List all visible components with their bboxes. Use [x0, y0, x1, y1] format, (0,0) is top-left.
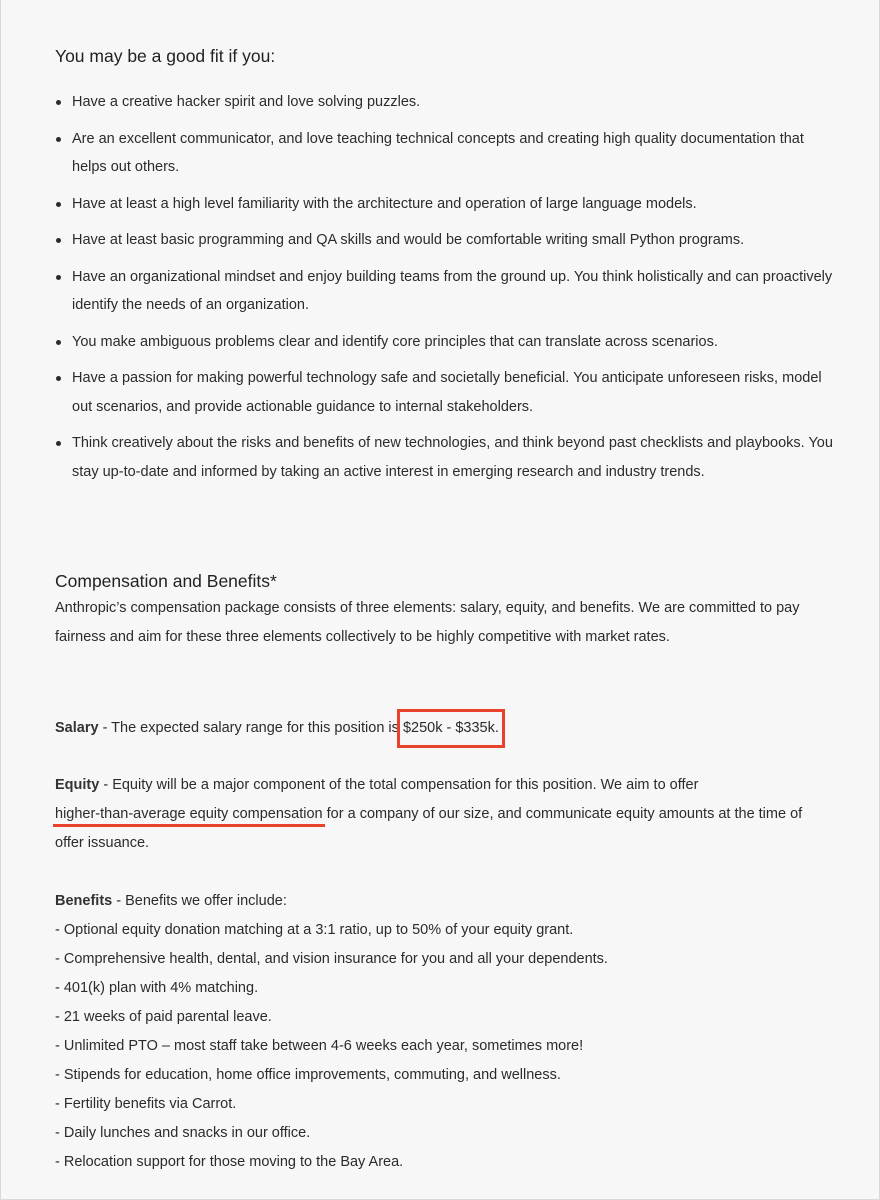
salary-range: $250k - $335k. — [402, 720, 499, 736]
list-item: - 401(k) plan with 4% matching. — [55, 980, 259, 996]
list-item: Have a passion for making powerful technology safe and societally beneficial. You anticipate unforeseen risks, model out scenarios, and provide actionable guidance to internal stakeholders. — [55, 364, 835, 421]
equity-highlight-underline: higher-than-average equity compensation — [55, 800, 323, 829]
compensation-section — [55, 568, 845, 652]
compensation-intro: Anthropic’s compensation package consists of three elements: salary, equity, and benefits. We are committed to pay fairness and aim for these three elements collectively to be highly competitive with market rates. — [55, 600, 800, 645]
salary-paragraph — [55, 714, 499, 743]
list-item: - Unlimited PTO – most staff take between 4-6 weeks each year, sometimes more! — [55, 1038, 584, 1054]
list-item: Have an organizational mindset and enjoy building teams from the ground up. You think holistically and can proactively identify the needs of an organization. — [55, 263, 835, 320]
equity-text-before: - Equity will be a major component of the total compensation for this position. We aim to offer — [99, 777, 699, 793]
list-item: - Relocation support for those moving to the Bay Area. — [55, 1154, 404, 1170]
benefits-label: Benefits — [55, 893, 113, 909]
list-item: - Comprehensive health, dental, and vision insurance for you and all your dependents. — [55, 951, 608, 967]
list-item: Have at least basic programming and QA skills and would be comfortable writing small Python programs. — [55, 226, 835, 255]
list-item: Think creatively about the risks and benefits of new technologies, and think beyond past checklists and playbooks. You stay up-to-date and informed by taking an active interest in emerging research and industry trends. — [55, 429, 835, 486]
salary-text: - The expected salary range for this position is — [98, 720, 403, 736]
fit-list — [55, 88, 835, 494]
equity-label: Equity — [55, 777, 100, 793]
list-item: - Optional equity donation matching at a 3:1 ratio, up to 50% of your equity grant. — [55, 922, 574, 938]
list-item: Are an excellent communicator, and love teaching technical concepts and creating high quality documentation that helps out others. — [55, 125, 835, 182]
compensation-heading: Compensation and Benefits* — [55, 571, 277, 591]
equity-text-after: for a company of our size, and communicate equity amounts at the time of offer issuance. — [55, 806, 803, 851]
benefits-list — [55, 916, 835, 1177]
benefits-section — [55, 887, 835, 1177]
benefits-intro: - Benefits we offer include: — [112, 893, 287, 909]
benefits-intro-line — [55, 887, 835, 916]
list-item: You make ambiguous problems clear and identify core principles that can translate across scenarios. — [55, 328, 835, 357]
list-item: - Fertility benefits via Carrot. — [55, 1096, 237, 1112]
list-item: - Stipends for education, home office improvements, commuting, and wellness. — [55, 1067, 561, 1083]
list-item: - Daily lunches and snacks in our office. — [55, 1125, 311, 1141]
salary-label: Salary — [55, 720, 99, 736]
list-item: Have at least a high level familiarity with the architecture and operation of large language models. — [55, 190, 835, 219]
list-item: Have a creative hacker spirit and love solving puzzles. — [55, 88, 835, 117]
equity-paragraph — [55, 771, 825, 858]
fit-heading: You may be a good fit if you: — [55, 46, 276, 66]
list-item: - 21 weeks of paid parental leave. — [55, 1009, 272, 1025]
